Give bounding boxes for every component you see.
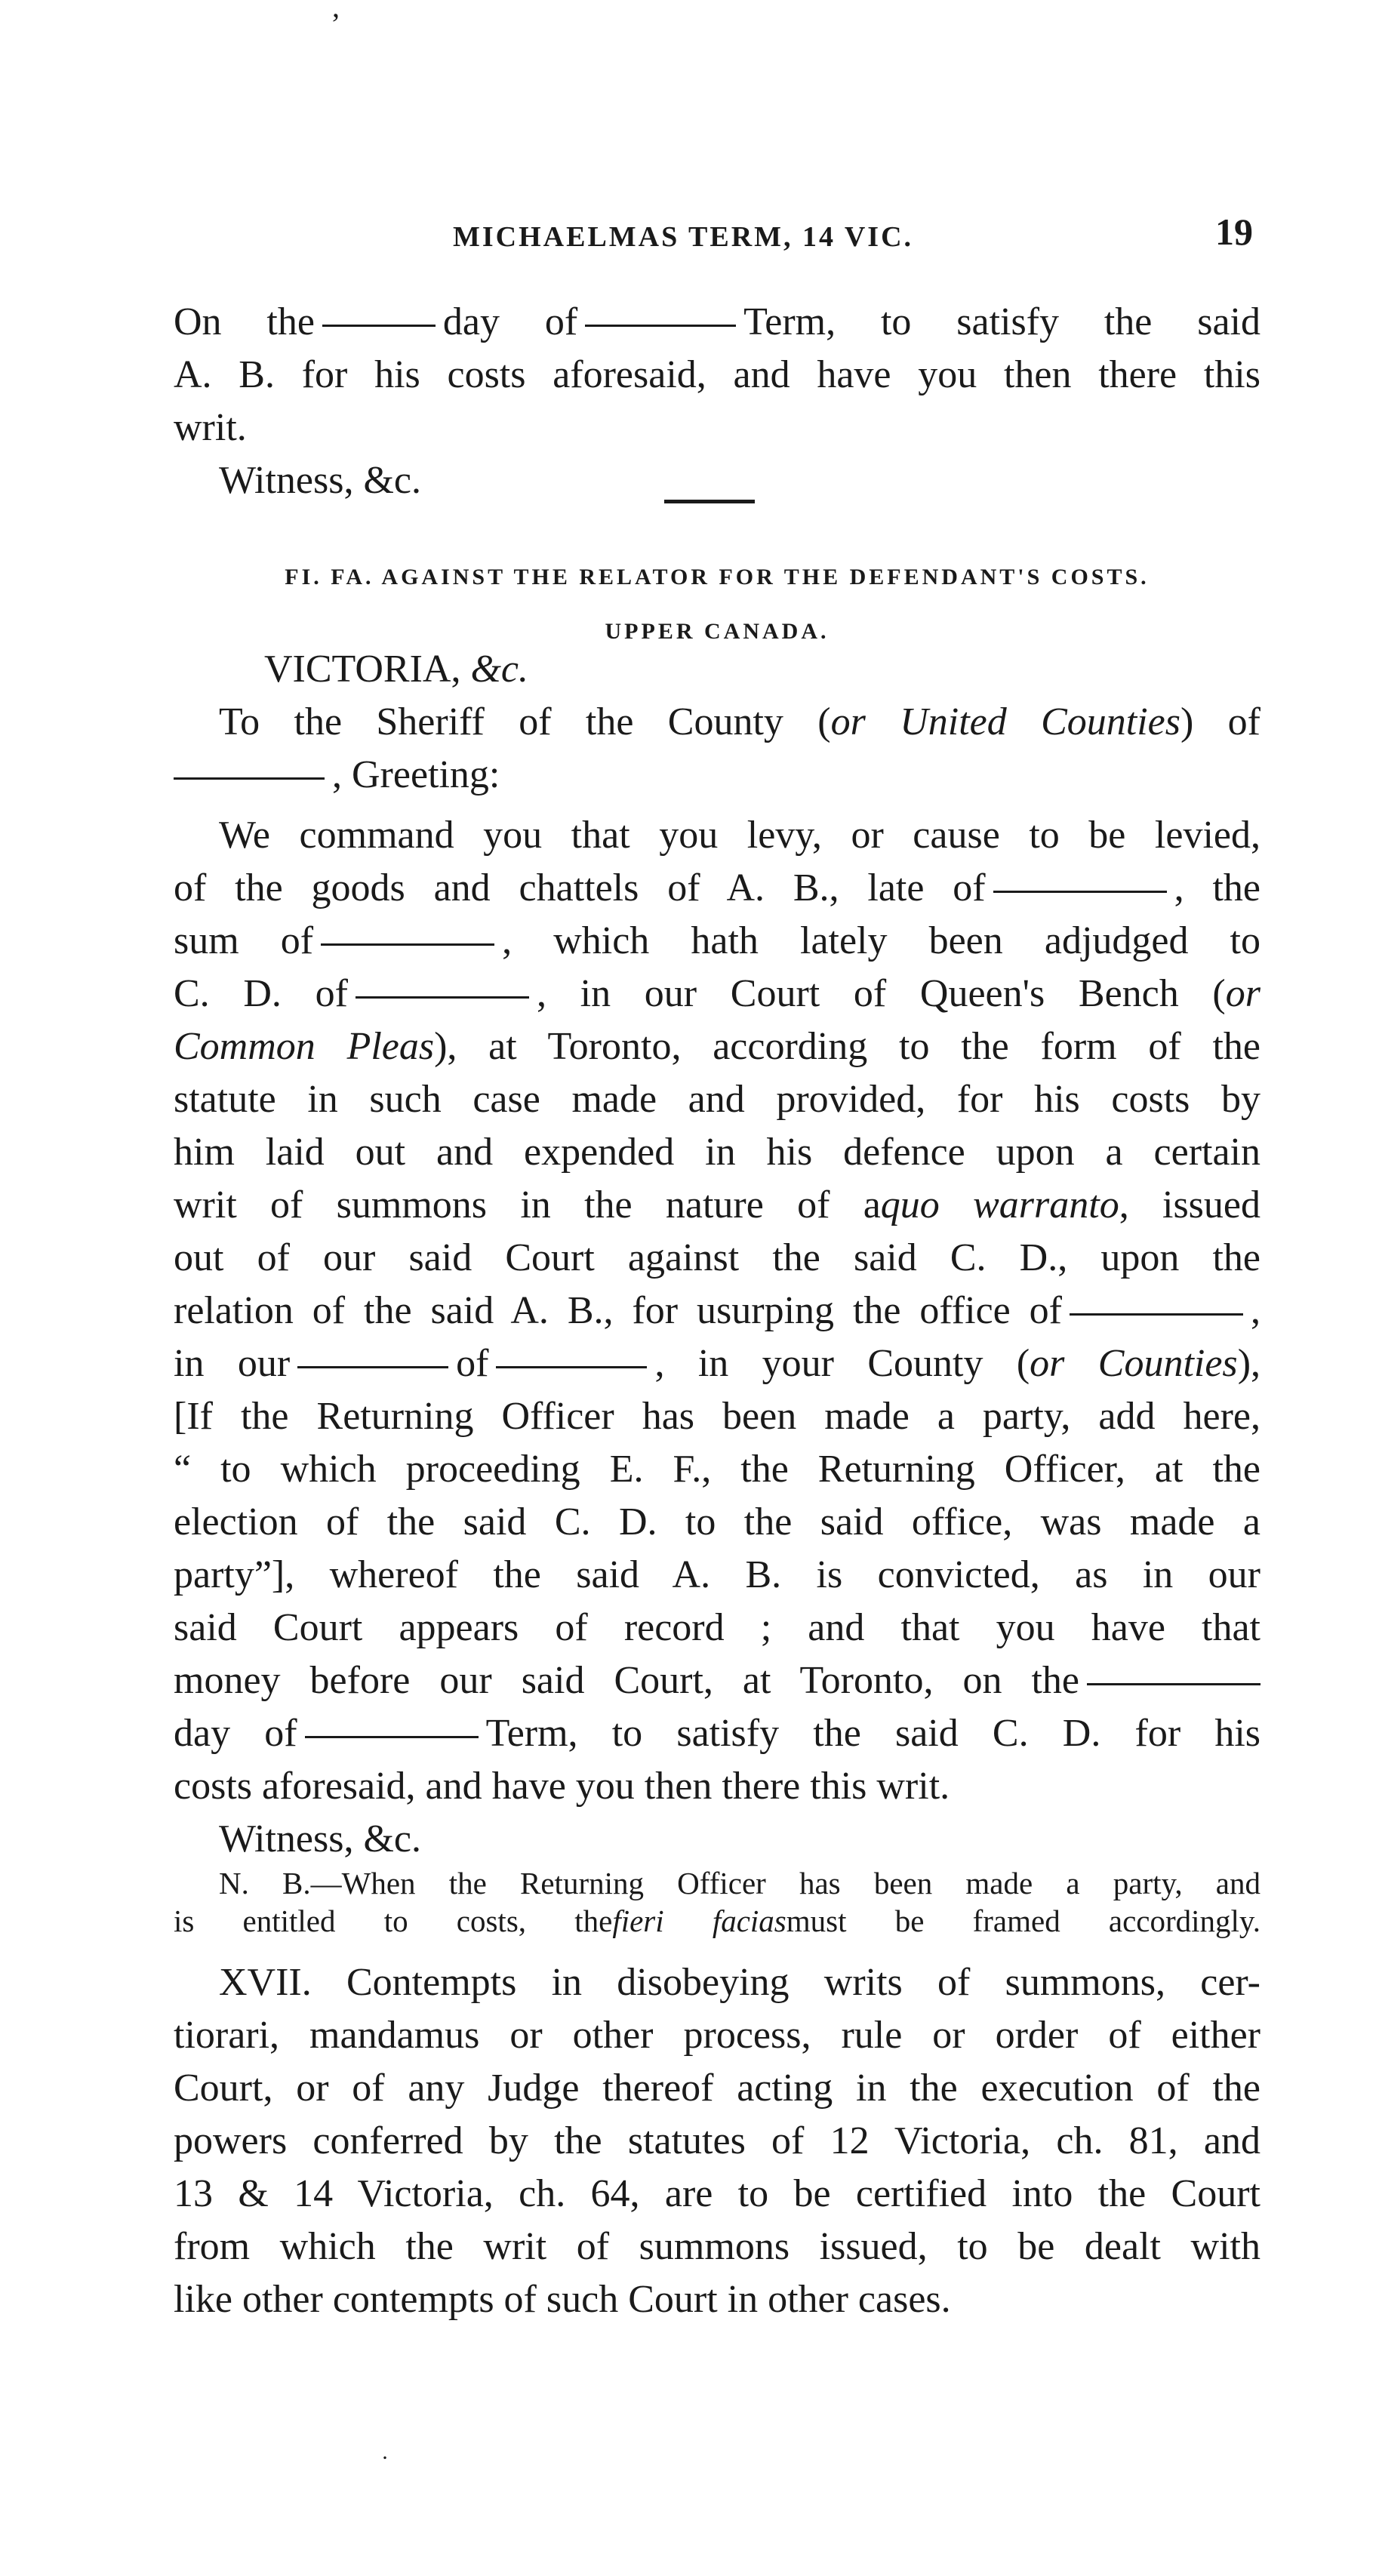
text-line: statute in such case made and provided, for his costs by (174, 1078, 1260, 1121)
ink-speck: ’ (331, 7, 341, 41)
text-line: money before our said Court, at Toronto, on the (174, 1654, 1260, 1707)
text-line: sum of , which hath lately been adjudged to (174, 919, 1261, 962)
text-line: writ of summons in the nature of aquo warranto, issued (174, 1183, 1260, 1226)
form-title: FI. FA. AGAINST THE RELATOR FOR THE DEFENDANT'S COSTS. (285, 565, 1150, 589)
text-line: On the day of Term, to satisfy the said (174, 300, 1260, 343)
section-line: XVII. Contempts in disobeying writs of summons, cer- (219, 1961, 1260, 2004)
note-line: is entitled to costs, thefieri faciasmust be framed accordingly. (174, 1904, 1261, 1938)
witness-line: Witness, &c. (219, 459, 421, 502)
ink-speck: · (381, 2445, 389, 2470)
section-line: like other contempts of such Court in other cases. (174, 2278, 951, 2321)
section-line: tiorari, mandamus or other process, rule or order of either (174, 2014, 1260, 2057)
text-line: party”], whereof the said A. B. is convicted, as in our (174, 1553, 1260, 1596)
text-line: “ to which proceeding E. F., the Returning Officer, at the (174, 1448, 1260, 1491)
text-line: day of Term, to satisfy the said C. D. for his (174, 1712, 1260, 1755)
text-line: costs aforesaid, and have you then there this writ. (174, 1765, 950, 1808)
victoria-line (264, 643, 717, 696)
text-line: out of our said Court against the said C. D., upon the (174, 1236, 1260, 1279)
section-line: 13 & 14 Victoria, ch. 64, are to be certified into the Court (174, 2172, 1260, 2215)
text-line: We command you that you levy, or cause to be levied, (219, 814, 1260, 857)
text-line: writ. (174, 406, 247, 449)
victoria-label: VICTORIA, (264, 648, 461, 691)
text-line: C. D. of , in our Court of Queen's Bench (or (174, 972, 1260, 1015)
text-line: relation of the said A. B., for usurping the office of , (174, 1289, 1260, 1332)
text-line: of the goods and chattels of A. B., late of , the (174, 866, 1260, 909)
running-head: MICHAELMAS TERM, 14 VIC. (453, 221, 914, 253)
section-divider (664, 500, 755, 503)
text-line: him laid out and expended in his defence upon a certain (174, 1131, 1260, 1174)
text-line: said Court appears of record ; and that you have that (174, 1606, 1260, 1649)
section-line: from which the writ of summons issued, to be dealt with (174, 2225, 1260, 2268)
section-line: Court, or of any Judge thereof acting in the execution of the (174, 2067, 1260, 2110)
text-line: To the Sheriff of the County (or United Counties) of (219, 700, 1260, 743)
section-line: powers conferred by the statutes of 12 Victoria, ch. 81, and (174, 2119, 1260, 2162)
text-line: , Greeting: (174, 749, 1260, 802)
text-line: A. B. for his costs aforesaid, and have you then there this (174, 353, 1260, 396)
page-number: 19 (1215, 211, 1253, 253)
text-line: in our of , in your County (or Counties), (174, 1342, 1261, 1385)
page-header (174, 204, 1260, 279)
text-line: election of the said C. D. to the said office, was made a (174, 1500, 1260, 1543)
text-line: [If the Returning Officer has been made a party, add here, (174, 1395, 1260, 1438)
etc-label: &c. (470, 648, 529, 691)
witness-line: Witness, &c. (219, 1817, 421, 1860)
text-line: Common Pleas), at Toronto, according to the form of the (174, 1025, 1260, 1068)
jurisdiction-heading: UPPER CANADA. (605, 619, 830, 644)
note-line: N. B.—When the Returning Officer has been made a party, and (219, 1866, 1260, 1900)
